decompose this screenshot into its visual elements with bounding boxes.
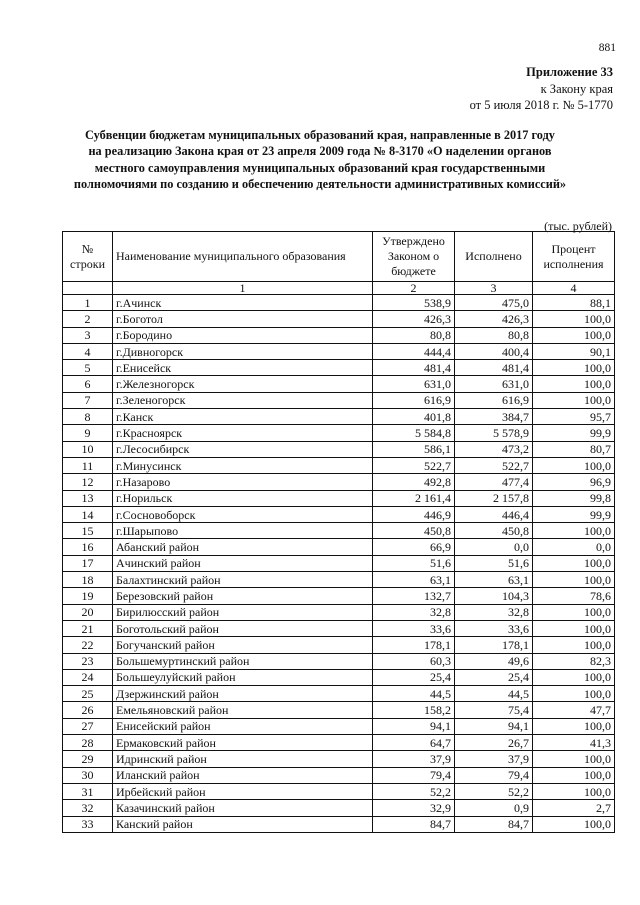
execution-percent-cell: 41,3 <box>533 735 615 751</box>
document-title-line: на реализацию Закона края от 23 апреля 2009 года № 8-3170 «О наделении органов <box>88 144 552 159</box>
executed-amount-cell: 426,3 <box>455 311 533 327</box>
approved-amount-cell: 51,6 <box>373 555 455 571</box>
table-row <box>63 425 615 441</box>
executed-amount-cell: 32,8 <box>455 604 533 620</box>
executed-amount-cell: 79,4 <box>455 767 533 783</box>
executed-amount-cell: 37,9 <box>455 751 533 767</box>
execution-percent-cell: 96,9 <box>533 474 615 490</box>
approved-amount-cell: 481,4 <box>373 360 455 376</box>
executed-amount-cell: 178,1 <box>455 637 533 653</box>
executed-amount-cell: 75,4 <box>455 702 533 718</box>
document-title-line: местного самоуправления муниципальных образований края государственными <box>94 160 546 175</box>
approved-amount-cell: 32,8 <box>373 604 455 620</box>
table-row <box>63 783 615 799</box>
municipality-name-cell: Дзержинский район <box>113 686 373 702</box>
approved-amount-cell: 79,4 <box>373 767 455 783</box>
execution-percent-cell: 99,8 <box>533 490 615 506</box>
execution-percent-cell: 100,0 <box>533 669 615 685</box>
row-number-cell: 10 <box>63 441 113 457</box>
executed-amount-cell: 475,0 <box>455 295 533 311</box>
approved-amount-cell: 63,1 <box>373 572 455 588</box>
municipality-name-cell: Идринский район <box>113 751 373 767</box>
table-row <box>63 751 615 767</box>
document-title-line: полномочиями по созданию и обеспечению деятельности административных комиссий» <box>73 176 567 191</box>
table-row <box>63 800 615 816</box>
municipality-name-cell: Канский район <box>113 816 373 832</box>
executed-amount-cell: 481,4 <box>455 360 533 376</box>
approved-amount-cell: 94,1 <box>373 718 455 734</box>
table-row <box>63 686 615 702</box>
appendix-title: Приложение 33 <box>526 65 613 79</box>
municipality-name-cell: г.Ачинск <box>113 295 373 311</box>
municipality-name-cell: Балахтинский район <box>113 572 373 588</box>
row-number-cell: 2 <box>63 311 113 327</box>
row-number-cell: 27 <box>63 718 113 734</box>
table-row <box>63 490 615 506</box>
approved-amount-cell: 178,1 <box>373 637 455 653</box>
municipality-name-cell: г.Лесосибирск <box>113 441 373 457</box>
row-number-cell: 30 <box>63 767 113 783</box>
row-number-cell: 8 <box>63 409 113 425</box>
executed-amount-cell: 631,0 <box>455 376 533 392</box>
executed-amount-cell: 94,1 <box>455 718 533 734</box>
municipality-name-cell: Ирбейский район <box>113 783 373 799</box>
table-row <box>63 295 615 311</box>
executed-amount-cell: 25,4 <box>455 669 533 685</box>
units-label: (тыс. рублей) <box>544 219 612 233</box>
municipality-name-cell: Абанский район <box>113 539 373 555</box>
municipality-name-cell: Боготольский район <box>113 620 373 636</box>
approved-amount-cell: 52,2 <box>373 783 455 799</box>
executed-amount-cell: 0,9 <box>455 800 533 816</box>
table-row <box>63 637 615 653</box>
column-number: 4 <box>533 282 615 295</box>
executed-amount-cell: 616,9 <box>455 392 533 408</box>
municipality-name-cell: Бирилюсский район <box>113 604 373 620</box>
row-number-cell: 11 <box>63 457 113 473</box>
approved-amount-cell: 522,7 <box>373 457 455 473</box>
table-column-numbers-row <box>63 282 615 295</box>
approved-amount-cell: 37,9 <box>373 751 455 767</box>
table-row <box>63 653 615 669</box>
execution-percent-cell: 100,0 <box>533 604 615 620</box>
municipality-name-cell: г.Норильск <box>113 490 373 506</box>
municipality-name-cell: Богучанский район <box>113 637 373 653</box>
table-row <box>63 376 615 392</box>
municipality-name-cell: г.Минусинск <box>113 457 373 473</box>
row-number-cell: 24 <box>63 669 113 685</box>
municipality-name-cell: г.Бородино <box>113 327 373 343</box>
table-row <box>63 620 615 636</box>
execution-percent-cell: 100,0 <box>533 392 615 408</box>
execution-percent-cell: 99,9 <box>533 506 615 522</box>
table-row <box>63 311 615 327</box>
appendix-block <box>470 64 613 114</box>
table-row <box>63 409 615 425</box>
execution-percent-cell: 100,0 <box>533 718 615 734</box>
approved-amount-cell: 33,6 <box>373 620 455 636</box>
approved-amount-cell: 158,2 <box>373 702 455 718</box>
approved-amount-cell: 132,7 <box>373 588 455 604</box>
table-row <box>63 539 615 555</box>
approved-amount-cell: 66,9 <box>373 539 455 555</box>
row-number-cell: 12 <box>63 474 113 490</box>
table-row <box>63 457 615 473</box>
approved-amount-cell: 84,7 <box>373 816 455 832</box>
row-number-cell: 26 <box>63 702 113 718</box>
execution-percent-cell: 2,7 <box>533 800 615 816</box>
appendix-line-2: от 5 июля 2018 г. № 5-1770 <box>469 98 613 112</box>
approved-amount-cell: 2 161,4 <box>373 490 455 506</box>
approved-amount-cell: 5 584,8 <box>373 425 455 441</box>
approved-amount-cell: 444,4 <box>373 343 455 359</box>
execution-percent-cell: 100,0 <box>533 783 615 799</box>
municipality-name-cell: г.Боготол <box>113 311 373 327</box>
header-name: Наименование муниципального образования <box>113 232 373 282</box>
approved-amount-cell: 60,3 <box>373 653 455 669</box>
table-body <box>63 295 615 833</box>
approved-amount-cell: 64,7 <box>373 735 455 751</box>
approved-amount-cell: 492,8 <box>373 474 455 490</box>
approved-amount-cell: 80,8 <box>373 327 455 343</box>
executed-amount-cell: 51,6 <box>455 555 533 571</box>
row-number-cell: 14 <box>63 506 113 522</box>
table-row <box>63 718 615 734</box>
execution-percent-cell: 100,0 <box>533 327 615 343</box>
row-number-cell: 4 <box>63 343 113 359</box>
municipality-name-cell: г.Зеленогорск <box>113 392 373 408</box>
executed-amount-cell: 0,0 <box>455 539 533 555</box>
executed-amount-cell: 49,6 <box>455 653 533 669</box>
executed-amount-cell: 400,4 <box>455 343 533 359</box>
header-percent: Процент исполнения <box>533 232 615 282</box>
execution-percent-cell: 100,0 <box>533 816 615 832</box>
execution-percent-cell: 95,7 <box>533 409 615 425</box>
execution-percent-cell: 88,1 <box>533 295 615 311</box>
municipality-name-cell: Ермаковский район <box>113 735 373 751</box>
row-number-cell: 20 <box>63 604 113 620</box>
executed-amount-cell: 33,6 <box>455 620 533 636</box>
approved-amount-cell: 32,9 <box>373 800 455 816</box>
execution-percent-cell: 100,0 <box>533 572 615 588</box>
table-row <box>63 523 615 539</box>
municipality-name-cell: Иланский район <box>113 767 373 783</box>
execution-percent-cell: 100,0 <box>533 311 615 327</box>
document-title-line: Субвенции бюджетам муниципальных образований края, направленные в 2017 году <box>85 128 555 142</box>
row-number-cell: 25 <box>63 686 113 702</box>
executed-amount-cell: 446,4 <box>455 506 533 522</box>
municipality-name-cell: г.Енисейск <box>113 360 373 376</box>
document-title <box>70 127 570 192</box>
approved-amount-cell: 44,5 <box>373 686 455 702</box>
execution-percent-cell: 99,9 <box>533 425 615 441</box>
executed-amount-cell: 44,5 <box>455 686 533 702</box>
table-row <box>63 343 615 359</box>
row-number-cell: 6 <box>63 376 113 392</box>
row-number-cell: 18 <box>63 572 113 588</box>
table-row <box>63 506 615 522</box>
municipality-name-cell: г.Красноярск <box>113 425 373 441</box>
execution-percent-cell: 100,0 <box>533 686 615 702</box>
municipality-name-cell: г.Канск <box>113 409 373 425</box>
approved-amount-cell: 401,8 <box>373 409 455 425</box>
approved-amount-cell: 446,9 <box>373 506 455 522</box>
approved-amount-cell: 426,3 <box>373 311 455 327</box>
table-row <box>63 392 615 408</box>
row-number-cell: 31 <box>63 783 113 799</box>
execution-percent-cell: 100,0 <box>533 637 615 653</box>
executed-amount-cell: 522,7 <box>455 457 533 473</box>
execution-percent-cell: 47,7 <box>533 702 615 718</box>
municipality-name-cell: г.Железногорск <box>113 376 373 392</box>
approved-amount-cell: 450,8 <box>373 523 455 539</box>
approved-amount-cell: 538,9 <box>373 295 455 311</box>
row-number-cell: 15 <box>63 523 113 539</box>
approved-amount-cell: 616,9 <box>373 392 455 408</box>
execution-percent-cell: 100,0 <box>533 360 615 376</box>
execution-percent-cell: 100,0 <box>533 376 615 392</box>
execution-percent-cell: 100,0 <box>533 620 615 636</box>
row-number-cell: 19 <box>63 588 113 604</box>
row-number-cell: 5 <box>63 360 113 376</box>
table-row <box>63 588 615 604</box>
table-row <box>63 767 615 783</box>
column-number: 1 <box>113 282 373 295</box>
executed-amount-cell: 5 578,9 <box>455 425 533 441</box>
execution-percent-cell: 100,0 <box>533 523 615 539</box>
column-number-empty <box>63 282 113 295</box>
executed-amount-cell: 80,8 <box>455 327 533 343</box>
column-number: 3 <box>455 282 533 295</box>
executed-amount-cell: 450,8 <box>455 523 533 539</box>
table-row <box>63 474 615 490</box>
municipality-name-cell: Березовский район <box>113 588 373 604</box>
municipality-name-cell: г.Шарыпово <box>113 523 373 539</box>
approved-amount-cell: 586,1 <box>373 441 455 457</box>
execution-percent-cell: 100,0 <box>533 751 615 767</box>
municipality-name-cell: Большемуртинский район <box>113 653 373 669</box>
row-number-cell: 23 <box>63 653 113 669</box>
table-row <box>63 604 615 620</box>
approved-amount-cell: 25,4 <box>373 669 455 685</box>
row-number-cell: 29 <box>63 751 113 767</box>
header-row-number: № строки <box>63 232 113 282</box>
executed-amount-cell: 104,3 <box>455 588 533 604</box>
execution-percent-cell: 82,3 <box>533 653 615 669</box>
executed-amount-cell: 477,4 <box>455 474 533 490</box>
row-number-cell: 16 <box>63 539 113 555</box>
executed-amount-cell: 2 157,8 <box>455 490 533 506</box>
page-number: 881 <box>598 42 616 54</box>
table-row <box>63 360 615 376</box>
municipality-name-cell: г.Дивногорск <box>113 343 373 359</box>
table-row <box>63 669 615 685</box>
execution-percent-cell: 0,0 <box>533 539 615 555</box>
row-number-cell: 1 <box>63 295 113 311</box>
executed-amount-cell: 63,1 <box>455 572 533 588</box>
execution-percent-cell: 78,6 <box>533 588 615 604</box>
row-number-cell: 9 <box>63 425 113 441</box>
execution-percent-cell: 90,1 <box>533 343 615 359</box>
executed-amount-cell: 473,2 <box>455 441 533 457</box>
execution-percent-cell: 80,7 <box>533 441 615 457</box>
header-approved: Утверждено Законом о бюджете <box>373 232 455 282</box>
municipality-name-cell: Емельяновский район <box>113 702 373 718</box>
execution-percent-cell: 100,0 <box>533 457 615 473</box>
municipality-name-cell: г.Назарово <box>113 474 373 490</box>
row-number-cell: 13 <box>63 490 113 506</box>
executed-amount-cell: 84,7 <box>455 816 533 832</box>
table-header-row <box>63 232 615 282</box>
municipality-name-cell: Казачинский район <box>113 800 373 816</box>
row-number-cell: 32 <box>63 800 113 816</box>
executed-amount-cell: 26,7 <box>455 735 533 751</box>
executed-amount-cell: 384,7 <box>455 409 533 425</box>
execution-percent-cell: 100,0 <box>533 767 615 783</box>
row-number-cell: 7 <box>63 392 113 408</box>
row-number-cell: 3 <box>63 327 113 343</box>
municipality-name-cell: Ачинский район <box>113 555 373 571</box>
appendix-line-1: к Закону края <box>540 81 613 96</box>
table-row <box>63 327 615 343</box>
subsidies-table <box>62 231 615 833</box>
execution-percent-cell: 100,0 <box>533 555 615 571</box>
row-number-cell: 33 <box>63 816 113 832</box>
table-row <box>63 572 615 588</box>
executed-amount-cell: 52,2 <box>455 783 533 799</box>
table-row <box>63 441 615 457</box>
row-number-cell: 17 <box>63 555 113 571</box>
municipality-name-cell: Большеулуйский район <box>113 669 373 685</box>
column-number: 2 <box>373 282 455 295</box>
table-row <box>63 555 615 571</box>
row-number-cell: 22 <box>63 637 113 653</box>
row-number-cell: 21 <box>63 620 113 636</box>
approved-amount-cell: 631,0 <box>373 376 455 392</box>
table-row <box>63 702 615 718</box>
table-row <box>63 735 615 751</box>
municipality-name-cell: г.Сосновоборск <box>113 506 373 522</box>
header-executed: Исполнено <box>455 232 533 282</box>
row-number-cell: 28 <box>63 735 113 751</box>
table-row <box>63 816 615 832</box>
municipality-name-cell: Енисейский район <box>113 718 373 734</box>
